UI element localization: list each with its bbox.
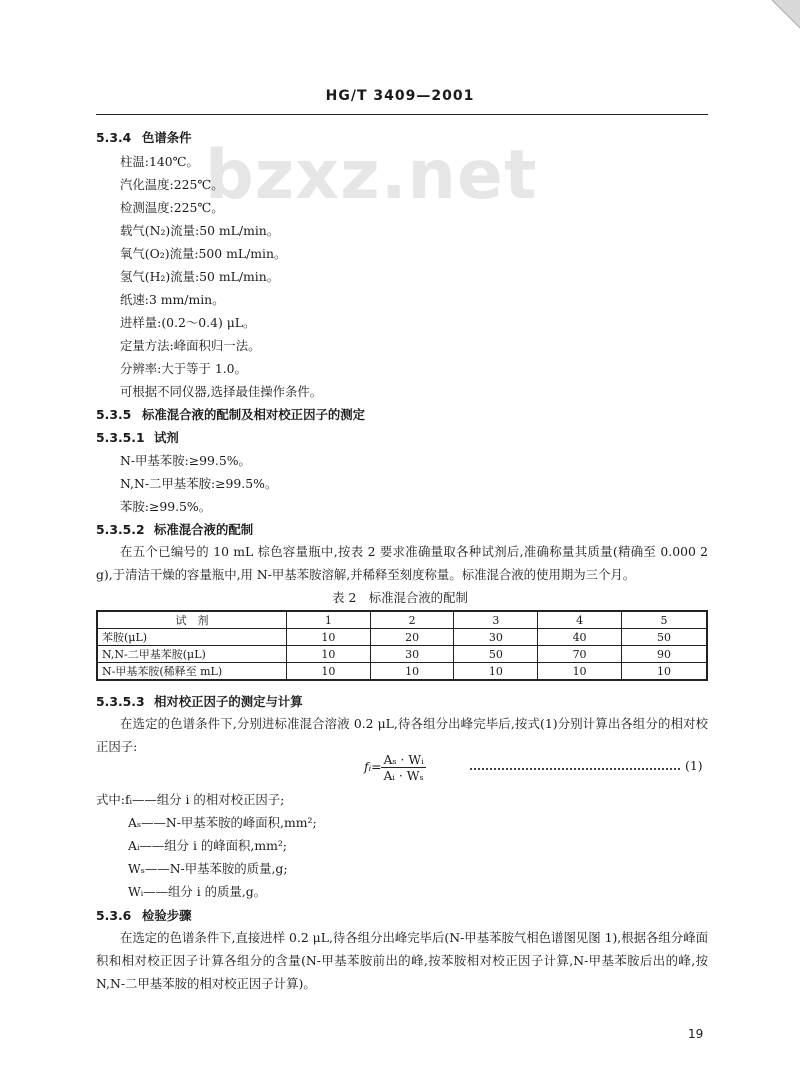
paragraph-preparation: 在五个已编号的 10 mL 棕色容量瓶中,按表 2 要求准确量取各种试剂后,准确称量其质量(精确至 0.000 2 g),于清洁干燥的容量瓶中,用 N-甲基苯胺溶解,并稀释至刻度称量。标准混合液的使用期为三个月。 xyxy=(96,544,708,582)
section-title: 相对校正因子的测定与计算 xyxy=(154,694,303,709)
section-number: 5.3.6 xyxy=(96,908,132,923)
condition-line: 可根据不同仪器,选择最佳操作条件。 xyxy=(120,384,323,399)
standard-header: HG/T 3409—2001 xyxy=(325,88,475,104)
table-header-cell: 1 xyxy=(287,611,371,629)
table-row xyxy=(97,646,707,663)
table-cell: 10 xyxy=(287,646,371,663)
table-header-cell: 5 xyxy=(621,611,707,629)
paragraph-procedure: 在选定的色谱条件下,直接进样 0.2 μL,待各组分出峰完毕后(N-甲基苯胺气相色谱图见图 1),根据各组分峰面积和相对校正因子计算各组分的含量(N-甲基苯胺前出的峰,按苯胺相对校正因子计算,N-甲基苯胺后出的峰,按 N,N-二甲基苯胺的相对校正因子计算)。 xyxy=(96,930,708,991)
table-cell: 10 xyxy=(621,663,707,681)
reagent-line: 苯胺:≥99.5%。 xyxy=(120,499,212,514)
table-cell: 10 xyxy=(287,629,371,646)
section-number: 5.3.5 xyxy=(96,407,132,422)
table-caption: 表 2 标准混合液的配制 xyxy=(332,590,468,605)
table-cell: 40 xyxy=(538,629,622,646)
section-title: 检验步骤 xyxy=(142,908,192,923)
table-cell: N-甲基苯胺(稀释至 mL) xyxy=(97,663,287,681)
section-5-3-6-heading xyxy=(96,906,192,924)
page-corner-fold xyxy=(772,0,800,32)
paragraph-calculation: 在选定的色谱条件下,分别进标准混合溶液 0.2 μL,待各组分出峰完毕后,按式(1)分别计算出各组分的相对校正因子: xyxy=(96,716,708,754)
page-number: 19 xyxy=(688,1027,704,1041)
table-standard-mixture xyxy=(96,610,708,681)
section-5-3-5-3-heading xyxy=(96,692,303,710)
table-row xyxy=(97,629,707,646)
table-cell: 10 xyxy=(287,663,371,681)
where-line: Wₛ——N-甲基苯胺的质量,g; xyxy=(128,861,288,876)
reagent-line: N-甲基苯胺:≥99.5%。 xyxy=(120,453,251,468)
table-cell: 50 xyxy=(621,629,707,646)
where-line: Aₛ——N-甲基苯胺的峰面积,mm²; xyxy=(128,815,317,830)
table-cell: 90 xyxy=(621,646,707,663)
where-line: 式中:fᵢ——组分 i 的相对校正因子; xyxy=(96,792,285,807)
table-header-cell: 3 xyxy=(454,611,538,629)
table-cell: 30 xyxy=(370,646,454,663)
formula-leader-dots xyxy=(470,768,680,770)
formula-fraction xyxy=(381,752,425,783)
table-cell: 20 xyxy=(370,629,454,646)
table-row xyxy=(97,663,707,681)
formula-denominator: Aᵢ · Wₛ xyxy=(383,768,424,783)
section-title: 标准混合液的配制及相对校正因子的测定 xyxy=(142,407,366,422)
section-title: 标准混合液的配制 xyxy=(154,522,254,537)
table-cell: 70 xyxy=(538,646,622,663)
section-title: 色谱条件 xyxy=(142,130,192,145)
formula-1 xyxy=(364,752,426,783)
table-cell: 30 xyxy=(454,629,538,646)
table-header-row xyxy=(97,611,707,629)
condition-line: 氧气(O₂)流量:500 mL/min。 xyxy=(120,246,287,261)
reagent-line: N,N-二甲基苯胺:≥99.5%。 xyxy=(120,476,278,491)
table-cell: 10 xyxy=(370,663,454,681)
section-5-3-5-1-heading xyxy=(96,428,179,446)
formula-lhs: fᵢ= xyxy=(364,759,382,774)
where-line: Aᵢ——组分 i 的峰面积,mm²; xyxy=(128,838,287,853)
condition-line: 柱温:140℃。 xyxy=(120,154,199,169)
condition-line: 检测温度:225℃。 xyxy=(120,200,224,215)
where-line: Wᵢ——组分 i 的质量,g。 xyxy=(128,884,267,899)
condition-line: 纸速:3 mm/min。 xyxy=(120,292,225,307)
section-title: 试剂 xyxy=(154,430,179,445)
table-cell: 50 xyxy=(454,646,538,663)
watermark: bzxz.net xyxy=(205,136,538,215)
condition-line: 氢气(H₂)流量:50 mL/min。 xyxy=(120,269,280,284)
table-header-cell: 4 xyxy=(538,611,622,629)
table-cell: 10 xyxy=(454,663,538,681)
table-cell: 苯胺(μL) xyxy=(97,629,287,646)
table-cell: N,N-二甲基苯胺(μL) xyxy=(97,646,287,663)
section-number: 5.3.5.2 xyxy=(96,522,145,537)
section-number: 5.3.5.1 xyxy=(96,430,145,445)
table-header-cell: 2 xyxy=(370,611,454,629)
section-5-3-5-2-heading xyxy=(96,520,253,538)
table-header-cell: 试 剂 xyxy=(97,611,287,629)
condition-line: 汽化温度:225℃。 xyxy=(120,177,224,192)
section-5-3-5-heading xyxy=(96,405,365,423)
condition-line: 定量方法:峰面积归一法。 xyxy=(120,338,261,353)
section-number: 5.3.4 xyxy=(96,130,132,145)
header-rule xyxy=(96,114,708,115)
condition-line: 载气(N₂)流量:50 mL/min。 xyxy=(120,223,280,238)
equation-number: (1) xyxy=(685,758,703,773)
formula-numerator: Aₛ · Wᵢ xyxy=(383,752,424,767)
condition-line: 分辨率:大于等于 1.0。 xyxy=(120,361,247,376)
condition-line: 进样量:(0.2～0.4) μL。 xyxy=(120,315,256,330)
section-number: 5.3.5.3 xyxy=(96,694,145,709)
section-5-3-4-heading xyxy=(96,128,192,146)
table-cell: 10 xyxy=(538,663,622,681)
